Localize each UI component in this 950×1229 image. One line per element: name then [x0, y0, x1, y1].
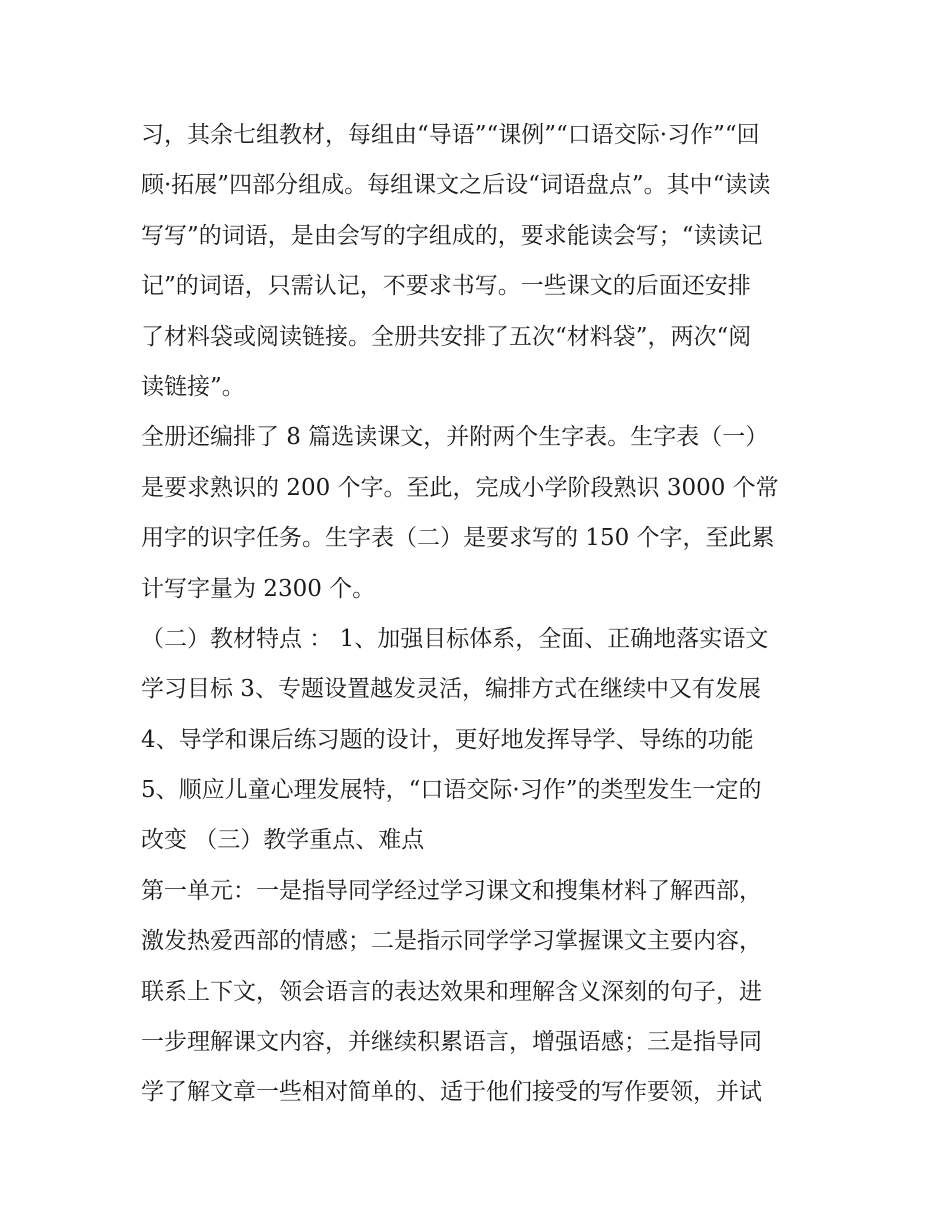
- text-line: 激发热爱西部的情感；二是指示同学学习掌握课文主要内容，: [141, 928, 762, 955]
- text-line: 4、导学和课后练习题的设计，更好地发挥导学、导练的功能: [141, 726, 754, 753]
- text-line: 一步理解课文内容，并继续积累语言，增强语感；三是指导同: [141, 1029, 762, 1056]
- text-line: 是要求熟识的 200 个字。至此，完成小学阶段熟识 3000 个常: [141, 474, 779, 501]
- text-line: （二）教材特点 ： 1、加强目标体系，全面、正确地落实语文: [141, 625, 769, 652]
- text-line: 学了解文章一些相对简单的、适于他们接受的写作要领，并试: [141, 1079, 762, 1106]
- paragraph-textbook-features: [141, 614, 821, 866]
- document-body: [141, 110, 821, 1118]
- paragraph-unit-one: [141, 866, 821, 1118]
- paragraph-character-tables: [141, 412, 821, 614]
- text-line: 第一单元：一是指导同学经过学习课文和搜集材料了解西部，: [141, 877, 762, 904]
- text-line: 写写”的词语，是由会写的字组成的，要求能读会写；“读读记: [141, 222, 763, 249]
- text-line: 学习目标 3、专题设置越发灵活，编排方式在继续中又有发展: [141, 676, 761, 703]
- text-line: 习，其余七组教材，每组由“导语”“课例”“口语交际·习作”“回: [141, 122, 760, 148]
- text-line: 用字的识字任务。生字表（二）是要求写的 150 个字，至此累: [141, 525, 775, 552]
- text-line: 全册还编排了 8 篇选读课文，并附两个生字表。生字表（一）: [141, 424, 769, 451]
- text-line: 联系上下文，领会语言的表达效果和理解含义深刻的句子，进: [141, 978, 762, 1005]
- text-line: 读链接”。: [141, 373, 245, 400]
- text-line: 顾·拓展”四部分组成。每组课文之后设“词语盘点”。其中“读读: [141, 172, 771, 199]
- text-line: 5、顺应儿童心理发展特，“口语交际·习作”的类型发生一定的: [141, 777, 762, 804]
- text-line: 记”的词语，只需认记，不要求书写。一些课文的后面还安排: [141, 273, 751, 300]
- text-line: 改变 （三）教学重点、难点: [141, 827, 425, 854]
- paragraph-textbook-structure: [141, 110, 821, 412]
- text-line: 了材料袋或阅读链接。全册共安排了五次“材料袋”，两次“阅: [141, 323, 752, 350]
- text-line: 计写字量为 2300 个。: [141, 575, 376, 602]
